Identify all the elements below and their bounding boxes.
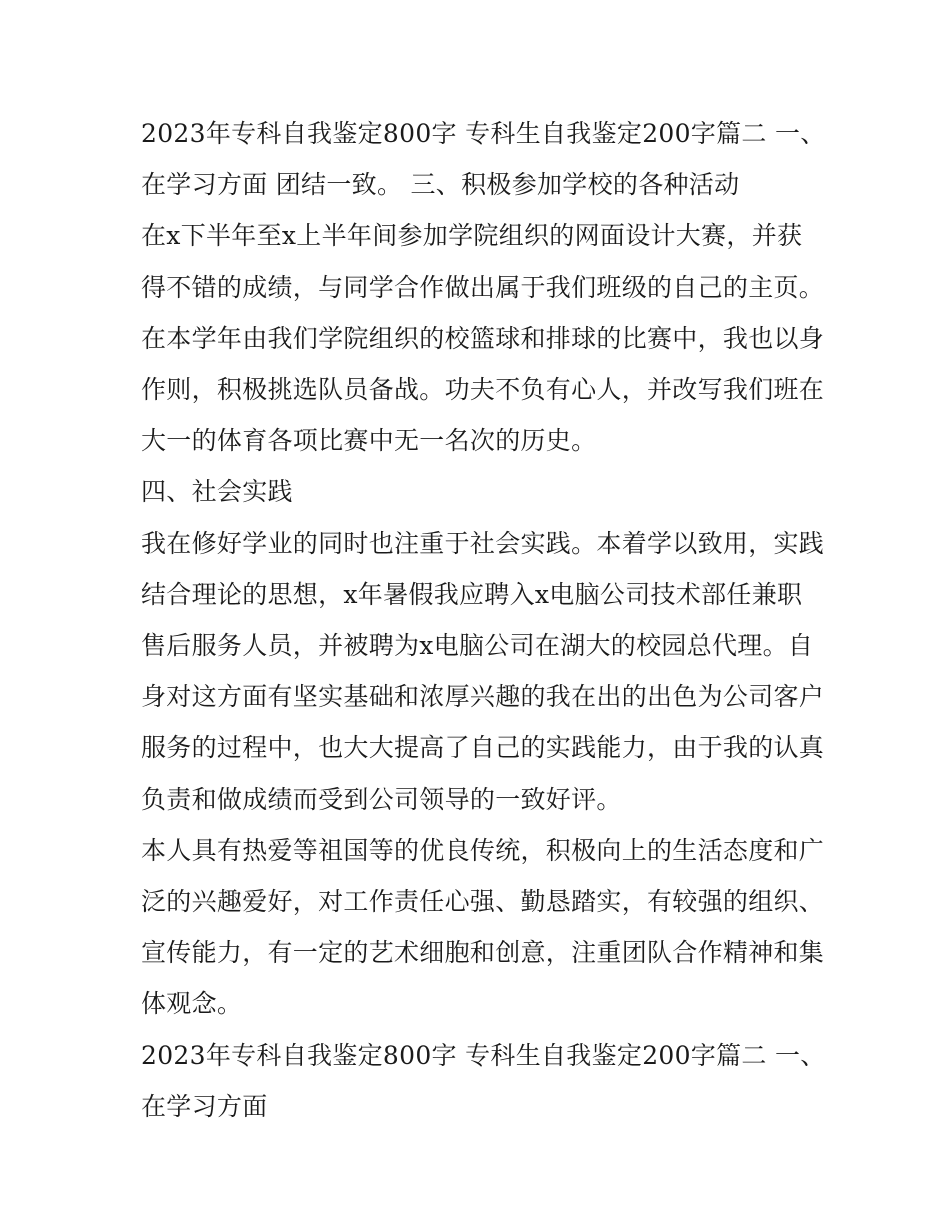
text-line: 本人具有热爱等祖国等的优良传统，积极向上的生活态度和广 — [141, 835, 825, 865]
text-line: 体观念。 — [141, 989, 243, 1019]
text-line: 在本学年由我们学院组织的校篮球和排球的比赛中，我也以身 — [141, 323, 825, 353]
text-line: 宣传能力，有一定的艺术细胞和创意，注重团队合作精神和集 — [141, 938, 825, 968]
text-line: 在学习方面 — [141, 1091, 268, 1121]
text-line: 结合理论的思想，x年暑假我应聘入x电脑公司技术部任兼职 — [141, 579, 803, 609]
text-line: 大一的体育各项比赛中无一名次的历史。 — [141, 426, 597, 456]
text-line: 负责和做成绩而受到公司领导的一致好评。 — [141, 784, 622, 814]
text-line: 我在修好学业的同时也注重于社会实践。本着学以致用，实践 — [141, 528, 825, 558]
text-line: 2023年专科自我鉴定800字 专科生自我鉴定200字篇二 一、 — [141, 119, 826, 148]
text-line: 售后服务人员，并被聘为x电脑公司在湖大的校园总代理。自 — [141, 631, 814, 661]
text-line: 泛的兴趣爱好，对工作责任心强、勤恳踏实，有较强的组织、 — [141, 887, 825, 917]
document-body — [141, 108, 831, 1132]
text-line: 作则，积极挑选队员备战。功夫不负有心人，并改写我们班在 — [141, 375, 825, 405]
text-line: 得不错的成绩，与同学合作做出属于我们班级的自己的主页。 — [141, 272, 825, 302]
text-line: 在学习方面 团结一致。 三、积极参加学校的各种活动 — [141, 170, 740, 200]
text-line: 在x下半年至x上半年间参加学院组织的网面设计大赛，并获 — [141, 221, 803, 251]
text-line: 2023年专科自我鉴定800字 专科生自我鉴定200字篇二 一、 — [141, 1040, 826, 1070]
text-line: 身对这方面有坚实基础和浓厚兴趣的我在出的出色为公司客户 — [141, 682, 825, 712]
text-line: 服务的过程中，也大大提高了自己的实践能力，由于我的认真 — [141, 733, 825, 763]
section-heading: 四、社会实践 — [141, 477, 293, 507]
